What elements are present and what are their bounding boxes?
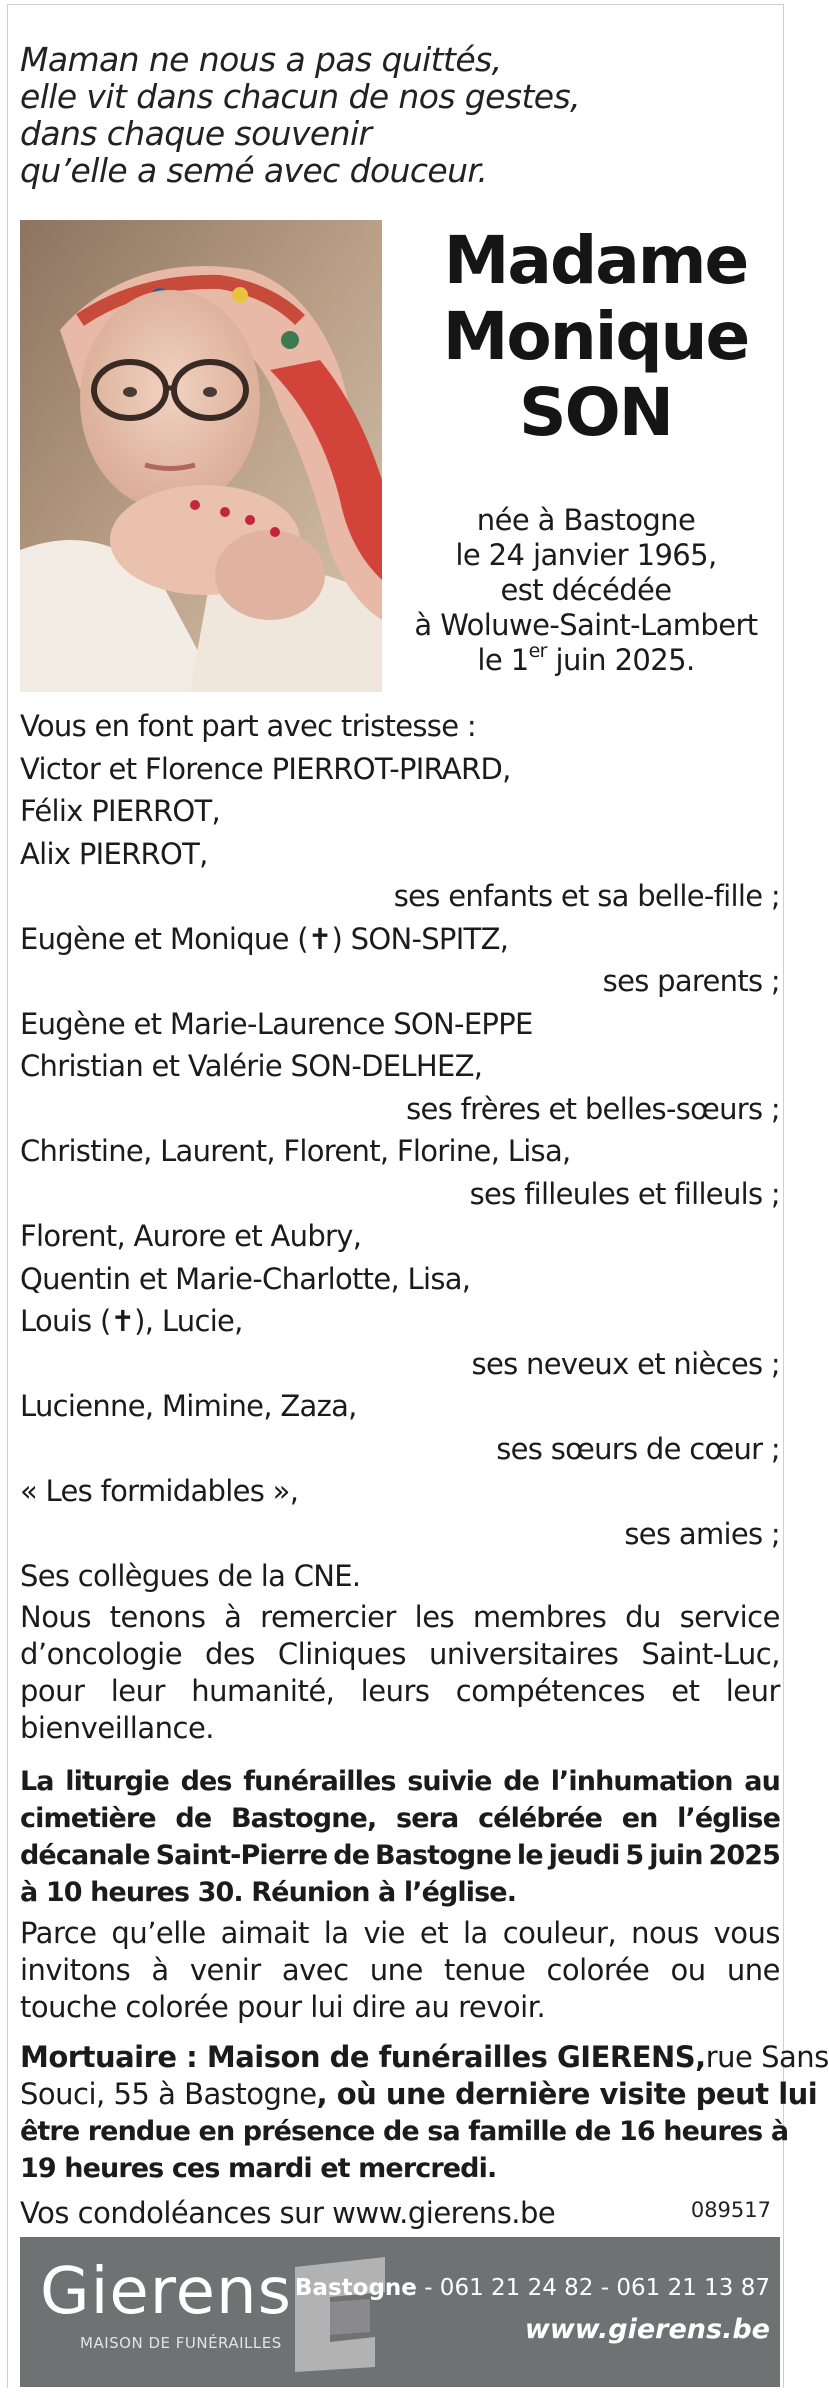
portrait-photo: [20, 220, 382, 692]
poem-line: Maman ne nous a pas quittés,: [20, 40, 502, 79]
reference-number: 089517: [690, 2198, 771, 2222]
thanks-line: d’oncologie des Cliniques universitaires Saint-Luc,: [20, 1637, 780, 1671]
family-line: Christian et Valérie SON-DELHEZ,: [20, 1049, 483, 1083]
funeral-line: La liturgie des funérailles suivie de l’inhumation au: [20, 1766, 780, 1797]
mortuary-visit: , où une dernière visite peut lui: [316, 2077, 818, 2111]
thanks-paragraph: [20, 1599, 780, 1747]
colors-line: touche colorée pour lui dire au revoir.: [20, 1990, 546, 2024]
funeral-home-contact: [295, 2267, 770, 2351]
funeral-home-logo: Gierens: [40, 2255, 292, 2329]
family-relation: ses neveux et nièces ;: [471, 1346, 780, 1381]
death-date-suffix: juin 2025.: [546, 643, 695, 677]
family-relation: ses amies ;: [624, 1516, 780, 1551]
colors-line: Parce qu’elle aimait la vie et la couleur, nous vous: [20, 1916, 780, 1950]
thanks-line: pour leur humanité, leurs compétences et leur: [20, 1674, 780, 1708]
poem-line: dans chaque souvenir: [20, 114, 372, 153]
family-line: Quentin et Marie-Charlotte, Lisa,: [20, 1261, 471, 1296]
family-line: Christine, Laurent, Florent, Florine, Lisa,: [20, 1134, 571, 1168]
funeral-line: décanale Saint-Pierre de Bastogne le jeudi 5 juin 2025: [20, 1840, 780, 1871]
contact-city: Bastogne: [294, 2275, 417, 2301]
condolences-line: [20, 2195, 780, 2232]
family-line: Eugène et Marie-Laurence SON-EPPE: [20, 1006, 533, 1041]
family-line: « Les formidables »,: [20, 1474, 299, 1508]
family-line: Louis (✝), Lucie,: [20, 1304, 243, 1338]
family-relation: ses sœurs de cœur ;: [496, 1431, 780, 1466]
death-date-sup: er: [528, 640, 547, 663]
thanks-line: Nous tenons à remercier les membres du service: [20, 1600, 780, 1634]
mortuary-heading: Mortuaire : Maison de funérailles GIERENS,: [20, 2040, 706, 2074]
birth-death-info: [386, 503, 786, 678]
obituary-notice: [7, 4, 829, 2388]
family-line: Lucienne, Mimine, Zaza,: [20, 1389, 357, 1423]
funeral-home-banner: [20, 2237, 780, 2387]
funeral-line: cimetière de Bastogne, sera célébrée en l’église: [20, 1803, 780, 1834]
funeral-paragraph: [20, 1763, 780, 1911]
thanks-line: bienveillance.: [20, 1711, 215, 1745]
family-relation: ses parents ;: [602, 964, 780, 998]
funeral-line: à 10 heures 30. Réunion à l’église.: [20, 1877, 517, 1908]
death-date-line: [386, 640, 786, 678]
poem-line: elle vit dans chacun de nos gestes,: [20, 77, 580, 116]
poem-line: qu’elle a semé avec douceur.: [20, 151, 488, 190]
family-line: Félix PIERROT,: [20, 794, 221, 828]
family-list: [20, 705, 780, 1598]
family-line: Victor et Florence PIERROT-PIRARD,: [20, 751, 511, 786]
family-relation: ses filleules et filleuls ;: [469, 1176, 780, 1211]
colors-line: invitons à venir avec une tenue colorée ou une: [20, 1953, 780, 1987]
birth-line: à Woluwe-Saint-Lambert: [414, 608, 758, 642]
deceased-name: [408, 223, 783, 451]
mortuary-line: [20, 2076, 818, 2113]
mortuary-paragraph: [20, 2039, 829, 2187]
colors-paragraph: [20, 1915, 780, 2026]
death-date-prefix: le 1: [477, 643, 529, 677]
mortuary-address: Souci, 55 à Bastogne: [20, 2077, 317, 2111]
contact-phones: [295, 2267, 770, 2309]
funeral-home-subtitle: MAISON DE FUNÉRAILLES: [80, 2334, 282, 2352]
mortuary-line: [20, 2039, 829, 2076]
name-title: Madame: [443, 222, 748, 299]
condolences-text: Vos condoléances sur www.gierens.be: [20, 2196, 556, 2230]
mortuary-address: rue Sans: [705, 2040, 829, 2074]
birth-line: est décédée: [500, 573, 672, 607]
family-line: Ses collègues de la CNE.: [20, 1559, 361, 1593]
birth-line: née à Bastogne: [476, 503, 696, 537]
family-line: Florent, Aurore et Aubry,: [20, 1219, 362, 1253]
family-relation: ses enfants et sa belle-fille ;: [393, 879, 780, 913]
poem: [20, 41, 580, 189]
contact-website[interactable]: www.gierens.be: [524, 2314, 770, 2345]
mortuary-line: être rendue en présence de sa famille de 16 heures à: [20, 2116, 789, 2147]
mortuary-line: 19 heures ces mardi et mercredi.: [20, 2153, 497, 2184]
name-first: Monique: [442, 298, 749, 375]
family-relation: ses frères et belles-sœurs ;: [406, 1091, 780, 1126]
contact-phone-numbers: - 061 21 24 82 - 061 21 13 87: [416, 2275, 770, 2301]
family-line: Eugène et Monique (✝) SON-SPITZ,: [20, 921, 509, 956]
birth-line: le 24 janvier 1965,: [455, 538, 717, 572]
family-intro: Vous en font part avec tristesse :: [20, 709, 476, 743]
family-line: Alix PIERROT,: [20, 836, 208, 871]
name-last: SON: [519, 374, 672, 451]
